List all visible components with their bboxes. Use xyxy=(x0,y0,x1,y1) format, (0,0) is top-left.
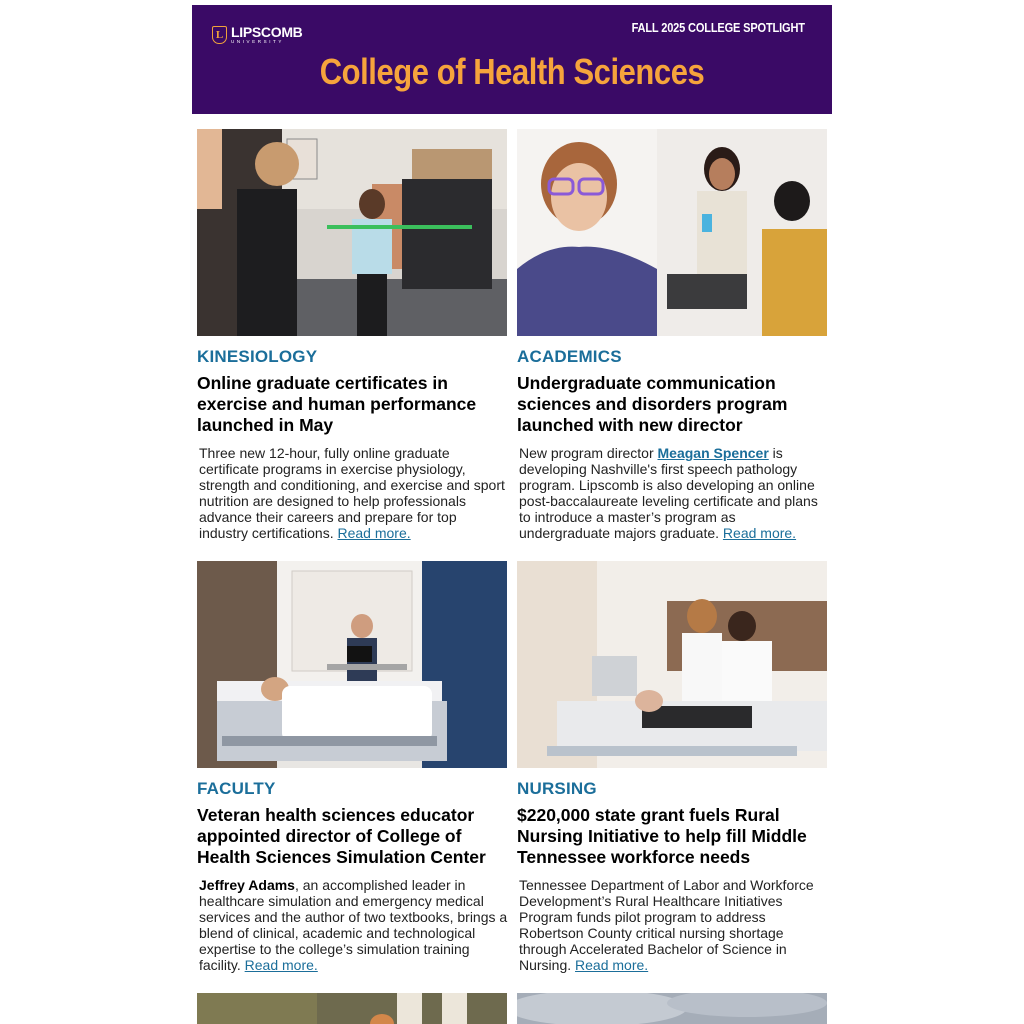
article-body-text: Three new 12-hour, fully online graduate certificate programs in exercise physiology, strength and conditioning, and exercise and sport nutrition are designed to help professionals advance their careers and prepare for top industry certifications. xyxy=(199,445,505,541)
read-more-link[interactable]: Read more. xyxy=(722,525,797,541)
article-headline[interactable]: Online graduate certificates in exercise and human performance launched in May xyxy=(197,373,477,435)
article-body xyxy=(199,877,509,973)
article-body xyxy=(519,877,829,973)
lipscomb-shield-icon: L xyxy=(212,26,227,44)
meagan-spencer-link[interactable]: Meagan Spencer xyxy=(657,445,769,461)
read-more-link[interactable]: Read more. xyxy=(244,957,318,973)
next-article-photo[interactable] xyxy=(197,993,507,1024)
category-label: KINESIOLOGY xyxy=(197,347,318,366)
logo-subtitle: UNIVERSITY xyxy=(231,39,285,44)
academics-photo[interactable] xyxy=(517,129,827,336)
header-banner xyxy=(192,5,832,114)
lipscomb-logo[interactable] xyxy=(212,25,303,45)
article-card-nursing xyxy=(517,561,827,768)
article-body-text-intro: New program director xyxy=(519,445,654,461)
logo-name: LIPSCOMB xyxy=(231,24,303,40)
page-title: College of Health Sciences xyxy=(319,51,705,92)
faculty-photo[interactable] xyxy=(197,561,507,768)
article-body xyxy=(519,445,829,541)
article-body xyxy=(199,445,509,541)
article-card-academics xyxy=(517,129,827,336)
nursing-photo[interactable] xyxy=(517,561,827,768)
category-label: NURSING xyxy=(517,779,597,798)
article-card-kinesiology xyxy=(197,129,507,336)
read-more-link[interactable]: Read more. xyxy=(337,525,411,541)
article-headline[interactable]: Veteran health sciences educator appointed director of College of Health Sciences Simulation Center xyxy=(197,805,486,867)
article-headline[interactable]: $220,000 state grant fuels Rural Nursing Initiative to help fill Middle Tennessee workforce needs xyxy=(517,805,807,867)
spotlight-kicker: FALL 2025 COLLEGE SPOTLIGHT xyxy=(631,20,805,35)
read-more-link[interactable]: Read more. xyxy=(575,957,649,973)
article-card-faculty xyxy=(197,561,507,768)
next-article-photo[interactable] xyxy=(517,993,827,1024)
article-body-text: is developing Nashville's first speech pathology program. Lipscomb is also developing an online post-baccalaureate leveling certificate and plans to introduce a master’s program as undergraduate majors graduate. xyxy=(519,445,818,541)
newsletter xyxy=(192,5,832,114)
kinesiology-photo[interactable] xyxy=(197,129,507,336)
article-body-text: , an accomplished leader in healthcare simulation and emergency medical services and the author of two textbooks, brings a blend of clinical, academic and technological expertise to the college’s simulation training facility. xyxy=(199,877,508,973)
article-body-text: Tennessee Department of Labor and Workforce Development’s Rural Healthcare Initiatives Program funds pilot program to address Robertson County critical nursing shortage through Accelerated Bachelor of Science in Nursing. xyxy=(519,877,814,973)
jeffrey-adams-name: Jeffrey Adams xyxy=(199,877,295,893)
category-label: FACULTY xyxy=(197,779,276,798)
category-label: ACADEMICS xyxy=(517,347,622,366)
article-headline[interactable]: Undergraduate communication sciences and disorders program launched with new director xyxy=(517,373,788,435)
